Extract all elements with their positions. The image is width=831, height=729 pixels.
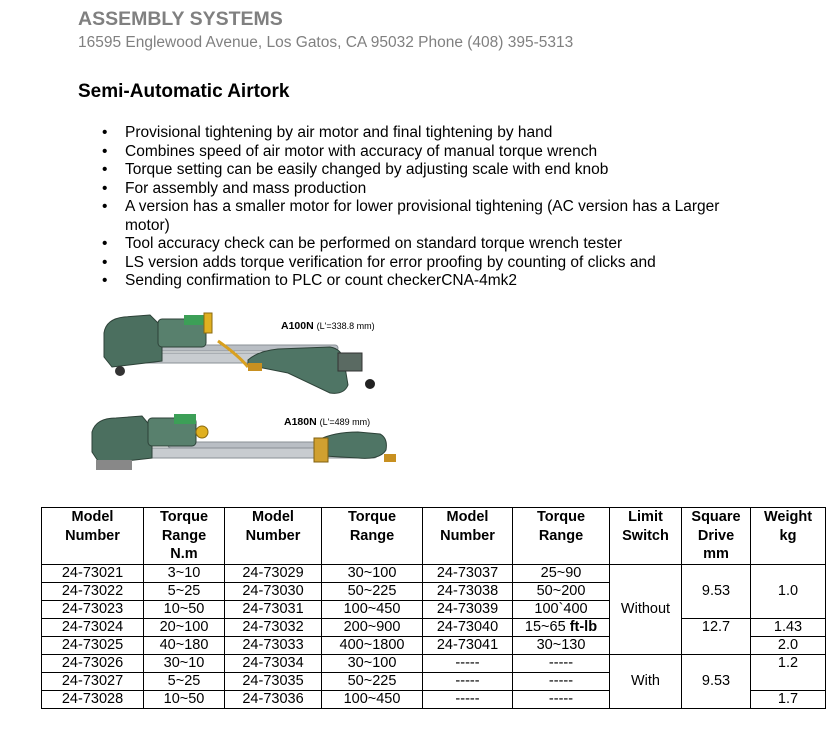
- table-cell: 20~100: [144, 619, 225, 637]
- table-cell: 24-73026: [42, 655, 144, 673]
- header-square-drive: Square Drive mm: [682, 508, 751, 565]
- header-model-number: Model Number: [225, 508, 322, 565]
- table-cell: 30~100: [322, 655, 423, 673]
- table-cell: 30~10: [144, 655, 225, 673]
- bullet-icon: •: [102, 142, 108, 160]
- header-torque-range: Torque Range: [322, 508, 423, 565]
- a100n-label: A100N (L'=338.8 mm): [281, 320, 375, 332]
- unit-ftlb: ft-lb: [569, 619, 598, 636]
- feature-item: • Sending confirmation to PLC or count checkerCNA-4mk2: [102, 272, 517, 289]
- table-cell: 40~180: [144, 637, 225, 655]
- header-weight: Weight kg: [751, 508, 826, 565]
- table-cell: 24-73040: [423, 619, 513, 637]
- table-cell: 24-73037: [423, 565, 513, 583]
- table-cell: 24-73031: [225, 601, 322, 619]
- table-cell: 100~450: [322, 601, 423, 619]
- company-address: 16595 Englewood Avenue, Los Gatos, CA 95032 Phone (408) 395-5313: [78, 34, 574, 51]
- table-cell: 24-73039: [423, 601, 513, 619]
- table-cell: 24-73038: [423, 583, 513, 601]
- table-cell: 24-73033: [225, 637, 322, 655]
- feature-item: • Torque setting can be easily changed by adjusting scale with end knob: [102, 161, 609, 178]
- company-name: ASSEMBLY SYSTEMS: [78, 8, 283, 30]
- table-row: [42, 655, 826, 673]
- table-cell: 200~900: [322, 619, 423, 637]
- table-cell: 30~100: [322, 565, 423, 583]
- table-cell: 50~225: [322, 583, 423, 601]
- header-torque-range: Torque Range: [513, 508, 610, 565]
- table-cell: 50~225: [322, 673, 423, 691]
- feature-item: • Combines speed of air motor with accuracy of manual torque wrench: [102, 142, 598, 160]
- table-cell: 24-73022: [42, 583, 144, 601]
- bullet-icon: •: [102, 124, 108, 141]
- feature-item: • Provisional tightening by air motor and final tightening by hand: [102, 124, 553, 141]
- table-cell: 24-73041: [423, 637, 513, 655]
- feature-list: [0, 124, 725, 291]
- header-torque-range-nm: Torque Range N.m: [144, 508, 225, 565]
- weight-cell: 1.43: [751, 619, 826, 637]
- table-cell: 24-73030: [225, 583, 322, 601]
- bullet-icon: •: [102, 235, 108, 252]
- table-cell: 24-73024: [42, 619, 144, 637]
- table-cell: 100~450: [322, 691, 423, 709]
- table-row: [42, 565, 826, 583]
- feature-item: • Tool accuracy check can be performed on standard torque wrench tester: [102, 235, 623, 252]
- page-title: Semi-Automatic Airtork: [78, 81, 290, 102]
- table-cell: 15~65 ft-lb: [513, 619, 610, 637]
- limit-switch-with: With: [610, 655, 682, 709]
- header-model-number: Model Number: [42, 508, 144, 565]
- header-model-number: Model Number: [423, 508, 513, 565]
- spec-table: [41, 507, 826, 709]
- table-cell: 30~130: [513, 637, 610, 655]
- table-cell: 10~50: [144, 691, 225, 709]
- bullet-icon: •: [102, 161, 108, 178]
- a180n-label: A180N (L'=489 mm): [284, 416, 371, 428]
- table-cell: 400~1800: [322, 637, 423, 655]
- table-header-row: [42, 508, 826, 565]
- table-cell: 50~200: [513, 583, 610, 601]
- weight-cell: 2.0: [751, 637, 826, 655]
- table-cell: 24-73023: [42, 601, 144, 619]
- table-cell: 3~10: [144, 565, 225, 583]
- weight-cell: 1.7: [751, 691, 826, 709]
- bullet-icon: •: [102, 198, 108, 215]
- square-drive-cell: 9.53: [682, 655, 751, 709]
- table-cell: 24-73029: [225, 565, 322, 583]
- feature-item: • For assembly and mass production: [102, 179, 367, 197]
- square-drive-cell: 12.7: [682, 619, 751, 655]
- weight-cell: 1.2: [751, 655, 826, 691]
- header-limit-switch: Limit Switch: [610, 508, 682, 565]
- table-row: [42, 619, 826, 637]
- table-cell: 24-73036: [225, 691, 322, 709]
- feature-item: • A version has a smaller motor for lower provisional tightening (AC version has a Larger motor): [102, 198, 720, 234]
- table-cell: 25~90: [513, 565, 610, 583]
- table-cell: 24-73035: [225, 673, 322, 691]
- table-cell: 5~25: [144, 583, 225, 601]
- weight-cell: 1.0: [751, 565, 826, 619]
- table-cell: 10~50: [144, 601, 225, 619]
- table-cell: 100`400: [513, 601, 610, 619]
- table-cell: -----: [513, 673, 610, 691]
- table-cell: -----: [513, 655, 610, 673]
- table-cell: 24-73021: [42, 565, 144, 583]
- table-cell: -----: [423, 691, 513, 709]
- limit-switch-without: Without: [610, 565, 682, 655]
- table-cell: 24-73025: [42, 637, 144, 655]
- table-cell: 24-73032: [225, 619, 322, 637]
- table-cell: 24-73027: [42, 673, 144, 691]
- table-cell: -----: [423, 655, 513, 673]
- table-cell: 24-73034: [225, 655, 322, 673]
- square-drive-cell: 9.53: [682, 565, 751, 619]
- feature-item: • LS version adds torque verification for error proofing by counting of clicks and: [102, 253, 656, 271]
- table-cell: 5~25: [144, 673, 225, 691]
- table-cell: -----: [423, 673, 513, 691]
- table-cell: -----: [513, 691, 610, 709]
- bullet-icon: •: [102, 253, 108, 271]
- bullet-icon: •: [102, 272, 108, 289]
- bullet-icon: •: [102, 179, 108, 197]
- table-cell: 24-73028: [42, 691, 144, 709]
